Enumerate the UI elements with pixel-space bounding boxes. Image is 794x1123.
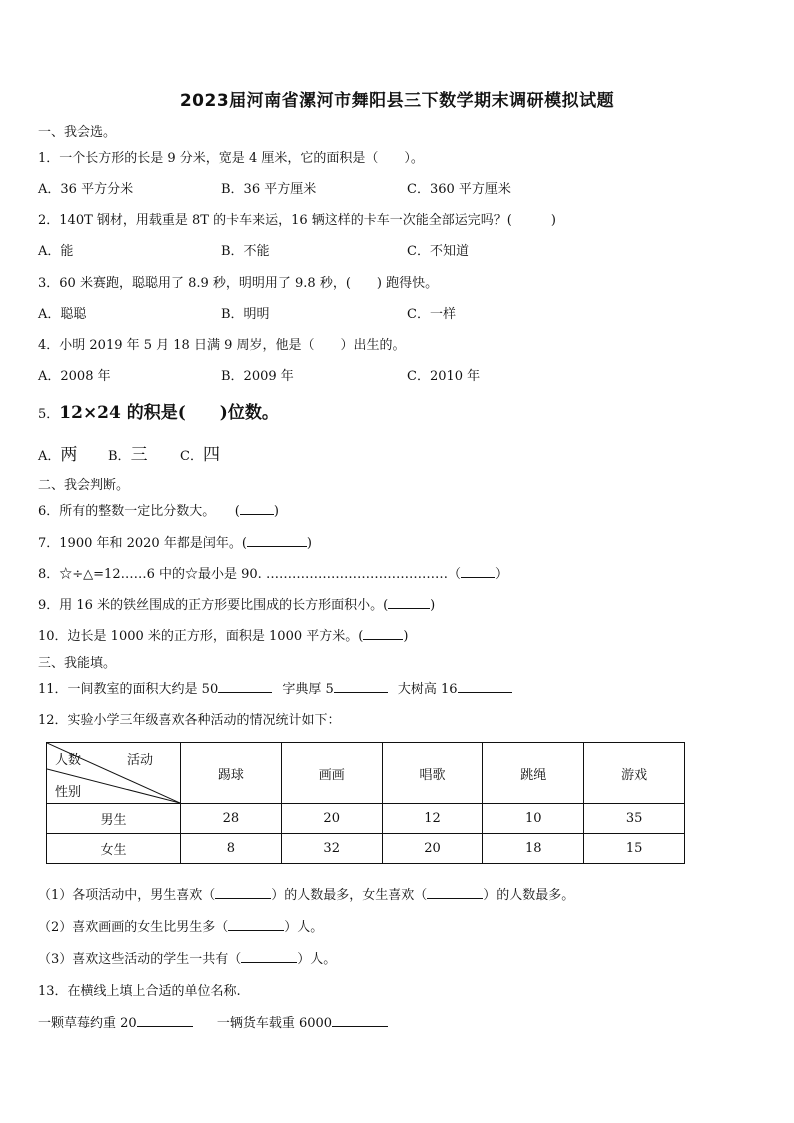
option-a: A．2008 年 (38, 369, 111, 384)
table-cell: 8 (181, 834, 282, 864)
table-cell: 12 (382, 804, 483, 834)
option-c-text: 四 (202, 445, 220, 465)
page-title: 2023届河南省漯河市舞阳县三下数学期末调研模拟试题 (179, 91, 615, 111)
answer-blank[interactable] (241, 950, 297, 963)
question-10-text: 10．边长是 1000 米的正方形，面积是 1000 平方米。( (38, 629, 364, 644)
sub-1-part-a: （1）各项活动中，男生喜欢（ (38, 888, 216, 903)
question-5-text: 12×24 的积是( )位数。 (59, 403, 279, 423)
question-13-part-1: 一颗草莓约重 20 (38, 1016, 137, 1031)
option-b: B．36 平方厘米 (221, 182, 317, 197)
option-c: C．一样 (407, 307, 456, 322)
answer-blank[interactable] (334, 680, 388, 693)
question-8-close: ） (494, 567, 508, 582)
question-12: 12．实验小学三年级喜欢各种活动的情况统计如下： (38, 713, 341, 728)
answer-blank[interactable] (228, 918, 284, 931)
question-8-text: 8．☆÷△=12……6 中的☆最小是 90. ……………………………………（ (38, 567, 461, 582)
corner-label-activity: 活动 (127, 753, 154, 768)
question-11-part-1: 11．一间教室的面积大约是 50 (38, 682, 219, 697)
option-a: A．聪聪 (38, 307, 87, 322)
activity-stats-table (46, 742, 685, 864)
option-b: B．2009 年 (221, 369, 294, 384)
question-1: 1．一个长方形的长是 9 分米，宽是 4 厘米，它的面积是（ ）。 (38, 151, 424, 166)
table-cell: 20 (281, 804, 382, 834)
table-cell: 18 (483, 834, 584, 864)
section-heading-choice: 一、我会选。 (38, 125, 117, 140)
table-row (47, 834, 685, 864)
option-b-text: 三 (130, 445, 148, 465)
table-cell: 10 (483, 804, 584, 834)
question-12-sub-3 (38, 948, 336, 967)
corner-label-count: 人数 (55, 753, 82, 768)
question-6 (38, 500, 279, 519)
section-heading-fill: 三、我能填。 (38, 656, 117, 671)
answer-blank[interactable] (240, 502, 274, 515)
section-heading-judge: 二、我会判断。 (38, 478, 130, 493)
option-c: C．不知道 (407, 244, 469, 259)
question-8 (38, 563, 508, 582)
question-10 (38, 625, 408, 644)
option-a-text: 两 (60, 445, 78, 465)
question-7 (38, 532, 312, 551)
answer-blank[interactable] (363, 627, 403, 640)
table-cell: 15 (584, 834, 685, 864)
option-b-label: B． (108, 449, 131, 464)
question-6-text: 6．所有的整数一定比分数大。 ( (38, 504, 240, 519)
question-7-text: 7．1900 年和 2020 年都是闰年。( (38, 536, 247, 551)
table-cell: 32 (281, 834, 382, 864)
answer-blank[interactable] (427, 886, 483, 899)
answer-blank[interactable] (461, 565, 495, 578)
question-13: 13．在横线上填上合适的单位名称. (38, 984, 241, 999)
question-9-text: 9．用 16 米的铁丝围成的正方形要比围成的长方形面积小。( (38, 598, 389, 613)
question-4: 4．小明 2019 年 5 月 18 日满 9 周岁，他是（ ）出生的。 (38, 338, 406, 353)
answer-blank[interactable] (137, 1014, 193, 1027)
option-b: B．不能 (221, 244, 270, 259)
table-corner-cell (47, 743, 181, 804)
table-cell: 20 (382, 834, 483, 864)
column-header: 跳绳 (483, 743, 584, 804)
option-c: C．360 平方厘米 (407, 182, 511, 197)
question-2: 2．140T 钢材，用载重是 8T 的卡车来运，16 辆这样的卡车一次能全部运完吗？( ) (38, 213, 556, 228)
question-11-part-3: 大树高 16 (397, 682, 458, 697)
option-a-label: A． (38, 449, 61, 464)
question-11 (38, 678, 512, 697)
option-c-label: C． (180, 449, 203, 464)
question-12-sub-2 (38, 916, 323, 935)
answer-blank[interactable] (247, 534, 307, 547)
corner-label-gender: 性别 (55, 785, 82, 800)
column-header: 画画 (281, 743, 382, 804)
question-9 (38, 594, 435, 613)
question-11-part-2: 字典厚 5 (282, 682, 334, 697)
answer-blank[interactable] (332, 1014, 388, 1027)
answer-blank[interactable] (218, 680, 272, 693)
question-13-part-2: 一辆货车载重 6000 (216, 1016, 333, 1031)
row-label: 女生 (47, 834, 181, 864)
sub-2-part-b: ）人。 (284, 920, 324, 935)
answer-blank[interactable] (388, 596, 430, 609)
option-c (180, 440, 220, 465)
sub-1-part-b: ）的人数最多，女生喜欢（ (271, 888, 428, 903)
column-header: 唱歌 (382, 743, 483, 804)
column-header: 踢球 (181, 743, 282, 804)
question-7-close: ) (306, 536, 312, 551)
question-9-close: ) (430, 598, 436, 613)
table-row (47, 804, 685, 834)
question-5 (38, 398, 279, 423)
answer-blank[interactable] (215, 886, 271, 899)
option-a: A．能 (38, 244, 74, 259)
sub-3-part-b: ）人。 (297, 952, 337, 967)
column-header: 游戏 (584, 743, 685, 804)
question-5-number: 5． (38, 407, 60, 422)
sub-3-part-a: （3）喜欢这些活动的学生一共有（ (38, 952, 242, 967)
answer-blank[interactable] (458, 680, 512, 693)
table-header-row (47, 743, 685, 804)
sub-2-part-a: （2）喜欢画画的女生比男生多（ (38, 920, 229, 935)
option-a: A．36 平方分米 (38, 182, 134, 197)
option-b: B．明明 (221, 307, 270, 322)
option-a (38, 440, 77, 465)
question-12-sub-1 (38, 884, 574, 903)
row-label: 男生 (47, 804, 181, 834)
option-c: C．2010 年 (407, 369, 481, 384)
sub-1-part-c: ）的人数最多。 (483, 888, 575, 903)
option-b (108, 440, 148, 465)
question-10-close: ) (403, 629, 409, 644)
table-cell: 28 (181, 804, 282, 834)
question-6-close: ) (273, 504, 279, 519)
question-13-blanks (38, 1012, 388, 1031)
question-3: 3．60 米赛跑，聪聪用了 8.9 秒，明明用了 9.8 秒，( ) 跑得快。 (38, 276, 439, 291)
table-cell: 35 (584, 804, 685, 834)
